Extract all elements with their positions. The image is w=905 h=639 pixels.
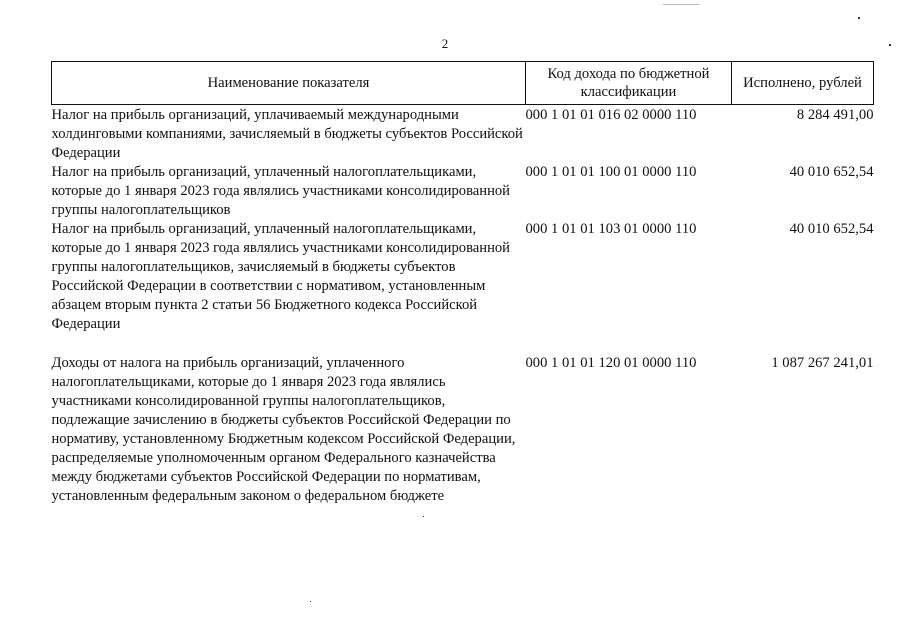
table-row <box>52 105 874 164</box>
table-row <box>52 334 874 506</box>
table-row <box>52 163 874 220</box>
indicator-name-cell: Налог на прибыль организаций, уплаченный налогоплательщиками, которые до 1 января 2023 года являлись участниками консолидированной группы налогоплательщиков, зачисляемый в бюджеты субъектов Российской Федерации в соответствии с нормативом, установленным абзацем вторым пункта 2 статьи 56 Бюджетного кодекса Российской Федерации <box>51 221 510 332</box>
executed-amount-cell: 1 087 267 241,01 <box>771 355 874 371</box>
table-header-row <box>52 62 874 105</box>
header-revenue-code: Код дохода по бюджетной классификации <box>526 62 732 105</box>
indicator-name-cell: Налог на прибыль организаций, уплаченный налогоплательщиками, которые до 1 января 2023 года являлись участниками консолидированной группы налогоплательщиков <box>51 164 510 218</box>
executed-amount-cell: 8 284 491,00 <box>796 107 874 123</box>
scan-speck <box>423 516 424 517</box>
scan-speck <box>663 4 699 5</box>
executed-amount-cell: 40 010 652,54 <box>789 164 874 180</box>
header-indicator-name: Наименование показателя <box>52 62 526 105</box>
budget-revenue-table <box>51 61 874 506</box>
revenue-code-cell: 000 1 01 01 103 01 0000 110 <box>525 221 697 237</box>
indicator-name-cell: Доходы от налога на прибыль организаций, уплаченного налогоплательщиками, которые до 1 января 2023 года являлись участниками консолидированной группы налогоплательщиков, подлежащие зачислению в бюджеты субъектов Российской Федерации по нормативу, установленному Бюджетным кодексом Российской Федерации, распределяемые уполномоченным органом Федерального казначейства между бюджетами субъектов Российской Федерации по нормативам, установленным федеральным законом о федеральном бюджете <box>51 355 516 504</box>
page-number: 2 <box>441 36 449 51</box>
scan-speck <box>858 17 860 19</box>
revenue-code-cell: 000 1 01 01 100 01 0000 110 <box>525 164 697 180</box>
header-executed-amount: Исполнено, рублей <box>732 62 874 105</box>
scan-speck <box>310 601 311 602</box>
indicator-name-cell: Налог на прибыль организаций, уплачиваемый международными холдинговыми компаниями, зачисляемый в бюджеты субъектов Российской Федерации <box>51 107 523 161</box>
executed-amount-cell: 40 010 652,54 <box>789 221 874 237</box>
scan-speck <box>889 44 891 46</box>
table-row <box>52 220 874 334</box>
revenue-code-cell: 000 1 01 01 120 01 0000 110 <box>525 355 697 371</box>
revenue-code-cell: 000 1 01 01 016 02 0000 110 <box>525 107 697 123</box>
